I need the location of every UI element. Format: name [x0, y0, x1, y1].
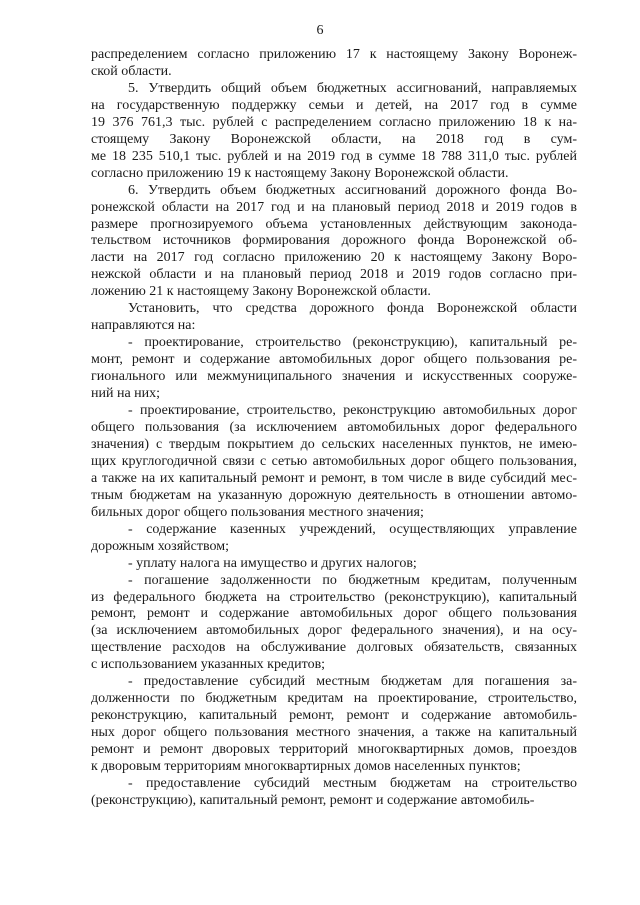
paragraph-p6: [91, 522, 577, 556]
text-line: ме 18 235 510,1 тыс. рублей и на 2019 год в сумме 18 788 311,0 тыс. рублей: [91, 148, 577, 164]
text-line: 19 376 761,3 тыс. рублей с распределением согласно приложению 18 к на-: [91, 114, 577, 130]
paragraph-p0: [91, 47, 577, 81]
text-line: общего пользования (за исключением автомобильных дорог федерального: [91, 419, 577, 435]
text-line: дорожным хозяйством;: [91, 538, 229, 554]
text-line: ремонт и ремонт дворовых территорий многоквартирных домов, проездов: [91, 742, 577, 758]
text-line: монт, ремонт и содержание автомобильных дорог общего пользования ре-: [91, 352, 577, 368]
text-line: с использованием указанных кредитов;: [91, 657, 326, 673]
paragraph-p8: [91, 573, 577, 675]
text-line: тельством источников формирования дорожного фонда Воронежской об-: [91, 233, 577, 249]
text-line: бильных дорог общего пользования местного значения;: [91, 504, 424, 520]
text-line: - предоставление субсидий местным бюджетам для погашения за-: [128, 674, 577, 690]
text-line: гионального или межмуниципального значения и искусственных сооруже-: [91, 369, 577, 385]
text-line: согласно приложению 19 к настоящему Закону Воронежской области.: [91, 165, 509, 181]
text-line: - предоставление субсидий местным бюджетам на строительство: [128, 775, 577, 791]
text-line: направляются на:: [91, 318, 196, 334]
text-line: ремонт, ремонт и содержание автомобильных дорог общего пользования: [91, 606, 577, 622]
text-line: ний на них;: [91, 386, 161, 402]
text-line: - погашение задолженности по бюджетным кредитам, полученным: [128, 572, 577, 588]
paragraph-p10: [91, 776, 577, 810]
text-line: Установить, что средства дорожного фонда Воронежской области: [128, 301, 577, 317]
text-line: ской области.: [91, 63, 172, 79]
text-line: щих круглогодичной связи с сетью автомобильных дорог общего пользования,: [91, 453, 577, 469]
paragraph-p5: [91, 403, 577, 522]
paragraph-p1: [91, 81, 577, 183]
paragraph-p7: [91, 556, 577, 573]
text-line: к дворовым территориям многоквартирных домов населенных пунктов;: [91, 759, 521, 775]
text-line: ществление расходов на обслуживание долговых обязательств, связанных: [91, 640, 577, 656]
paragraph-p3: [91, 301, 577, 335]
text-line: размере прогнозируемого объема установленных действующим законода-: [91, 216, 577, 232]
text-line: 5. Утвердить общий объем бюджетных ассигнований, направляемых: [128, 80, 577, 96]
text-line: - содержание казенных учреждений, осуществляющих управление: [128, 521, 577, 537]
text-line: реконструкцию, капитальный ремонт, ремонт и содержание автомобиль-: [91, 708, 577, 724]
text-line: стоящему Закону Воронежской области, на 2018 год в сум-: [91, 131, 577, 147]
text-line: - проектирование, строительство, реконструкцию автомобильных дорог: [128, 403, 577, 419]
text-line: (реконструкцию), капитальный ремонт, ремонт и содержание автомобиль-: [91, 792, 535, 808]
text-line: (за исключением автомобильных дорог федерального значения), и на осу-: [91, 623, 577, 639]
text-line: из федерального бюджета на строительство (реконструкцию), капитальный: [91, 589, 577, 605]
text-line: ласти на 2017 год согласно приложению 20 к настоящему Закону Воро-: [91, 250, 577, 266]
text-line: 6. Утвердить объем бюджетных ассигнований дорожного фонда Во-: [128, 182, 577, 198]
text-line: тным бюджетам на указанную дорожную деятельность в отношении автомо-: [91, 487, 577, 503]
text-line: нежской области и на плановый период 2018 и 2019 годов согласно при-: [91, 267, 577, 283]
text-line: - уплату налога на имущество и других налогов;: [128, 555, 417, 571]
text-line: ных дорог общего пользования местного значения, а также на капитальный: [91, 725, 577, 741]
text-line: долженности по бюджетным кредитам на проектирование, строительство,: [91, 691, 577, 707]
text-line: значения) с твердым покрытием до сельских населенных пунктов, не имею-: [91, 436, 577, 452]
text-line: на государственную поддержку семьи и детей, на 2017 год в сумме: [91, 97, 577, 113]
text-line: ронежской области на 2017 год и на плановый период 2018 и 2019 годов в: [91, 199, 577, 215]
text-line: - проектирование, строительство (реконструкцию), капитальный ре-: [128, 335, 577, 351]
text-line: а также на их капитальный ремонт и ремонт, в том числе в виде субсидий мес-: [91, 470, 577, 486]
paragraph-p9: [91, 674, 577, 776]
paragraph-p2: [91, 183, 577, 302]
page-number: 6: [316, 23, 324, 38]
text-line: распределением согласно приложению 17 к настоящему Закону Воронеж-: [91, 47, 577, 62]
text-line: ложению 21 к настоящему Закону Воронежской области.: [91, 284, 431, 300]
paragraph-p4: [91, 335, 577, 403]
document-body: [91, 47, 577, 810]
